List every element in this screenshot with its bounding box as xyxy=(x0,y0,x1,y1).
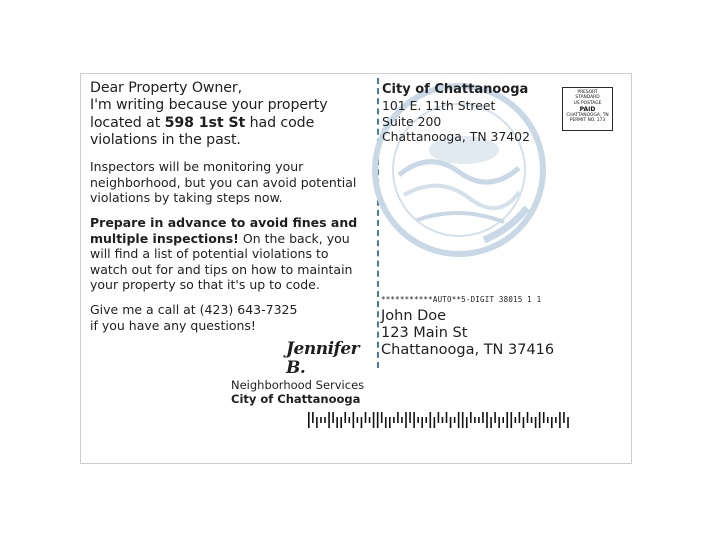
barcode-bar xyxy=(421,417,423,428)
barcode-bar xyxy=(515,417,517,423)
intro-line: located at xyxy=(90,114,165,131)
barcode-bar xyxy=(340,417,342,428)
emphasis-line: Prepare in advance to avoid fines and xyxy=(90,215,358,231)
property-address: 598 1st St xyxy=(164,114,246,131)
barcode-bar xyxy=(446,412,448,423)
barcode-bar xyxy=(474,417,476,423)
barcode-bar xyxy=(344,412,346,423)
barcode-bar xyxy=(543,412,545,423)
barcode-bar xyxy=(531,417,533,423)
barcode-bar xyxy=(385,417,387,428)
barcode-bar xyxy=(353,412,355,428)
postage-text: US POSTAGE xyxy=(573,100,602,106)
barcode-bar xyxy=(498,417,500,428)
recipient-city: Chattanooga, TN 37416 xyxy=(381,342,555,358)
signature-department: Neighborhood Services xyxy=(231,378,365,392)
barcode-bar xyxy=(389,417,391,428)
barcode-bar xyxy=(397,412,399,423)
barcode-bar xyxy=(401,417,403,423)
barcode-bar xyxy=(535,417,537,428)
return-line: Chattanooga, TN 37402 xyxy=(382,129,530,144)
prepare-paragraph xyxy=(90,215,372,292)
barcode-bar xyxy=(320,417,322,423)
barcode-bar xyxy=(417,417,419,423)
barcode-bar xyxy=(413,412,415,428)
greeting: Dear Property Owner, xyxy=(90,80,243,96)
paragraph-line: On the back, you xyxy=(238,230,350,246)
emphasis-line: multiple inspections! xyxy=(90,230,239,246)
postcard xyxy=(80,73,632,464)
contact-paragraph xyxy=(90,302,372,333)
return-address xyxy=(382,82,552,145)
barcode-bar xyxy=(490,417,492,428)
postage-indicia xyxy=(562,87,613,131)
barcode-bar xyxy=(478,417,480,423)
barcode-bar xyxy=(409,412,411,423)
barcode-bar xyxy=(494,412,496,423)
paragraph-line: watch out for and tips on how to maintain xyxy=(90,261,353,277)
paragraph-line: Inspectors will be monitoring your xyxy=(90,159,304,175)
presort-line: ***********AUTO**5-DIGIT 38015 1 1 xyxy=(381,295,542,304)
postage-text: PERMIT NO. 173 xyxy=(569,118,606,124)
intro-paragraph xyxy=(90,97,372,149)
intelligent-mail-barcode xyxy=(307,412,573,428)
barcode-bar xyxy=(502,417,504,423)
barcode-bar xyxy=(377,412,379,428)
barcode-bar xyxy=(519,412,521,423)
barcode-bar xyxy=(539,412,541,428)
phone-line: Give me a call at (423) 643-7325 xyxy=(90,302,298,318)
barcode-bar xyxy=(425,417,427,423)
barcode-bar xyxy=(328,412,330,428)
barcode-bar xyxy=(527,412,529,423)
barcode-bar xyxy=(381,412,383,423)
barcode-bar xyxy=(349,417,351,423)
intro-line: I'm writing because your property xyxy=(90,97,328,114)
barcode-bar xyxy=(506,412,508,428)
paragraph-line: if you have any questions! xyxy=(90,317,256,333)
barcode-bar xyxy=(393,417,395,423)
monitoring-paragraph xyxy=(90,159,372,205)
recipient-address xyxy=(381,308,554,359)
signature: Jennifer B. xyxy=(286,339,360,378)
barcode-bar xyxy=(450,417,452,428)
paragraph-line: violations by taking steps now. xyxy=(90,190,283,205)
barcode-bar xyxy=(369,417,371,423)
barcode-bar xyxy=(357,417,359,423)
signature-organization: City of Chattanooga xyxy=(231,392,361,406)
recipient-street: 123 Main St xyxy=(381,325,468,341)
barcode-bar xyxy=(312,412,314,423)
postage-paid: PAID xyxy=(579,105,596,113)
barcode-bar xyxy=(462,412,464,428)
barcode-bar xyxy=(563,412,565,423)
paragraph-line: neighborhood, but you can avoid potential xyxy=(90,174,357,190)
return-line: Suite 200 xyxy=(382,113,442,129)
barcode-bar xyxy=(365,412,367,423)
barcode-bar xyxy=(551,417,553,428)
paragraph-line: will find a list of potential violations to xyxy=(90,246,329,262)
barcode-bar xyxy=(332,412,334,423)
return-line: 101 E. 11th Street xyxy=(382,98,496,113)
postage-text: STANDARD xyxy=(575,95,600,101)
barcode-bar xyxy=(308,412,310,428)
postage-text: CHATTANOOGA, TN xyxy=(566,112,609,118)
barcode-bar xyxy=(454,417,456,423)
intro-line: had code xyxy=(245,114,315,131)
barcode-bar xyxy=(438,412,440,423)
barcode-bar xyxy=(466,417,468,428)
barcode-bar xyxy=(482,412,484,423)
barcode-bar xyxy=(336,417,338,428)
letter-body xyxy=(90,80,372,333)
barcode-bar xyxy=(511,412,513,428)
return-name: City of Chattanooga xyxy=(382,82,529,97)
barcode-bar xyxy=(567,417,569,428)
barcode-bar xyxy=(523,417,525,428)
barcode-bar xyxy=(324,417,326,423)
barcode-bar xyxy=(316,417,318,428)
barcode-bar xyxy=(547,417,549,423)
barcode-bar xyxy=(486,412,488,428)
barcode-bar xyxy=(430,412,432,428)
barcode-bar xyxy=(405,412,407,428)
barcode-bar xyxy=(458,412,460,428)
paragraph-line: your property so that it's up to code. xyxy=(90,277,320,293)
barcode-bar xyxy=(373,412,375,428)
postage-text: PRESORT xyxy=(577,90,598,95)
intro-line: violations in the past. xyxy=(90,131,241,148)
barcode-bar xyxy=(361,417,363,428)
recipient-name: John Doe xyxy=(381,308,447,324)
barcode-bar xyxy=(434,417,436,428)
barcode-bar xyxy=(470,412,472,423)
barcode-bar xyxy=(442,417,444,423)
barcode-bar xyxy=(559,412,561,428)
signature-block xyxy=(231,340,371,406)
barcode-bar xyxy=(555,417,557,423)
